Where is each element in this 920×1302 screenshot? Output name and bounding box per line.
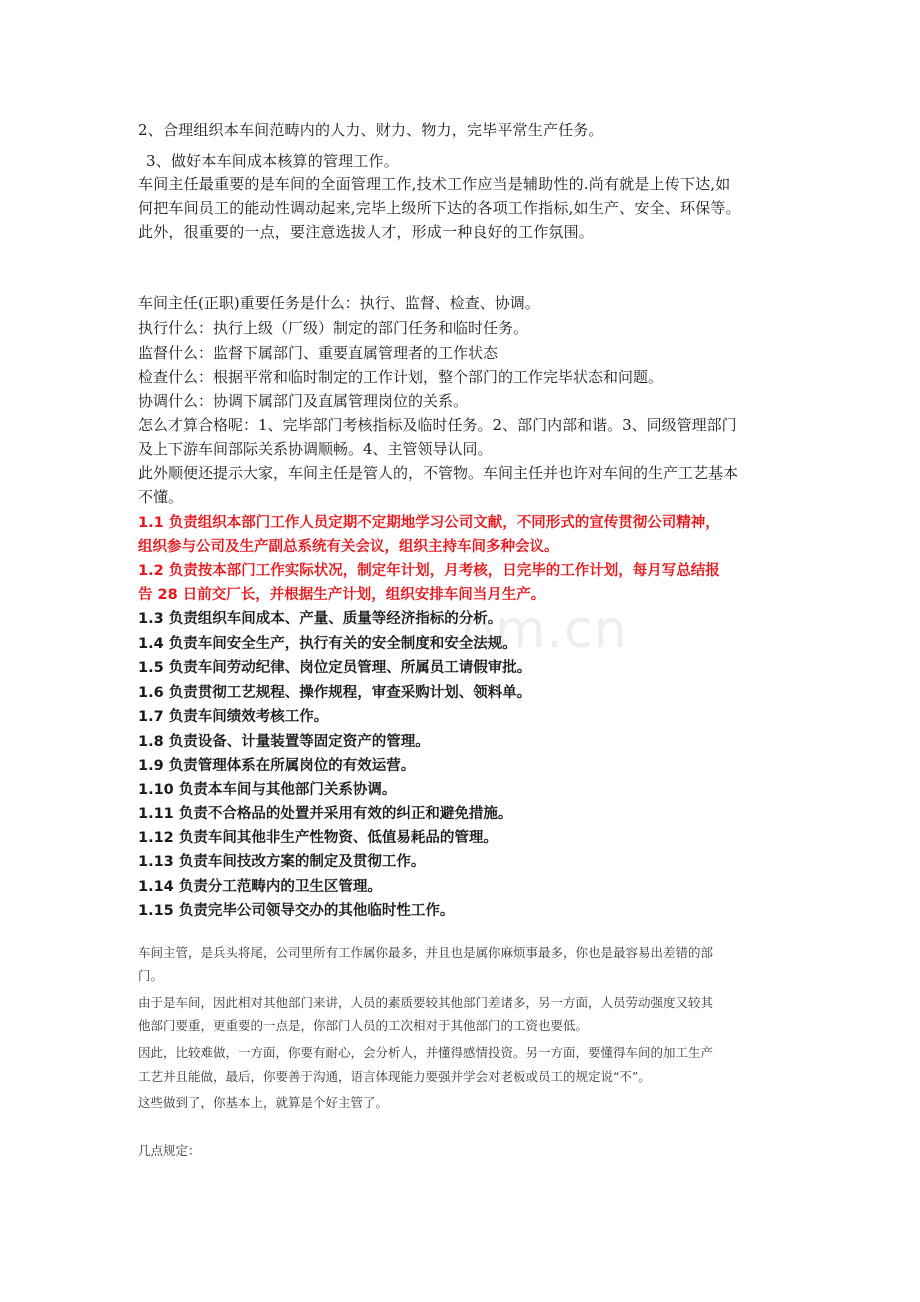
duty-line: 1.12 负责车间其他非生产性物资、低值易耗品的管理。 [138,830,498,846]
task-line: 车间主任(正职)重要任务是什么：执行、监督、检查、协调。 [138,294,540,312]
duty-line: 1.11 负责不合格品的处置并采用有效的纠正和避免措施。 [138,806,513,822]
intro-line: 何把车间员工的能动性调动起来,完毕上级所下达的各项工作指标,如生产、安全、环保等。 [138,199,741,217]
note-line: 工艺并且能做，最后，你要善于沟通，语言体现能力要强并学会对老板或员工的规定说“不”。 [138,1069,651,1084]
task-line: 及上下游车间部际关系协调顺畅。4、主管领导认同。 [138,440,493,458]
duty-line: 1.3 负责组织车间成本、产量、质量等经济指标的分析。 [138,611,503,627]
duty-line-highlight: 1.2 负责按本部门工作实际状况，制定年计划，月考核，日完毕的工作计划，每月写总结报 [138,563,720,579]
intro-line: 车间主任最重要的是车间的全面管理工作,技术工作应当是辅助性的.尚有就是上传下达,如 [138,175,731,193]
note-line: 门。 [138,968,164,983]
task-line: 此外顺便还提示大家，车间主任是管人的，不管物。车间主任并也许对车间的生产工艺基本 [138,464,739,482]
duty-line: 1.15 负责完毕公司领导交办的其他临时性工作。 [138,903,455,919]
note-line: 这些做到了，你基本上，就算是个好主管了。 [138,1095,389,1110]
note-line: 车间主管，是兵头将尾，公司里所有工作属你最多，并且也是属你麻烦事最多，你也是最容易出差错的部 [138,945,714,960]
note-line: 因此，比较难做，一方面，你要有耐心，会分析人，并懂得感情投资。另一方面，要懂得车间的加工生产 [138,1045,714,1060]
duty-line: 1.14 负责分工范畴内的卫生区管理。 [138,879,382,895]
duty-line-highlight: 告 28 日前交厂长，并根据生产计划，组织安排车间当月生产。 [138,587,546,603]
duty-line: 1.5 负责车间劳动纪律、岗位定员管理、所属员工请假审批。 [138,660,532,676]
duty-line-highlight: 1.1 负责组织本部门工作人员定期不定期地学习公司文献，不同形式的宣传贯彻公司精神， [138,515,720,531]
intro-line: 2、合理组织本车间范畴内的人力、财力、物力，完毕平常生产任务。 [138,121,604,139]
duty-line: 1.6 负责贯彻工艺规程、操作规程，审查采购计划、领料单。 [138,685,532,701]
duty-line: 1.13 负责车间技改方案的制定及贯彻工作。 [138,854,426,870]
watermark: om.cn [462,600,628,660]
task-line: 检查什么：根据平常和临时制定的工作计划，整个部门的工作完毕状态和问题。 [138,368,664,386]
task-line: 协调什么：协调下属部门及直属管理岗位的关系。 [138,392,469,410]
task-line: 不懂。 [138,488,184,506]
task-line: 监督什么：监督下属部门、重要直属管理者的工作状态 [138,344,499,362]
note-line: 他部门要重，更重要的一点是，你部门人员的工次相对于其他部门的工资也要低。 [138,1018,589,1033]
intro-line: 3、做好本车间成本核算的管理工作。 [146,152,399,170]
duty-line: 1.4 负责车间安全生产，执行有关的安全制度和安全法规。 [138,636,517,652]
duty-line: 1.9 负责管理体系在所属岗位的有效运营。 [138,758,416,774]
task-line: 怎么才算合格呢：1、完毕部门考核指标及临时任务。2、部门内部和谐。3、同级管理部门 [138,416,737,434]
closing-line: 几点规定： [138,1143,201,1158]
task-line: 执行什么：执行上级（厂级）制定的部门任务和临时任务。 [138,319,529,337]
duty-line: 1.10 负责本车间与其他部门关系协调。 [138,782,397,798]
intro-line: 此外，很重要的一点，要注意选拔人才，形成一种良好的工作氛围。 [138,223,595,241]
duty-line: 1.8 负责设备、计量装置等固定资产的管理。 [138,734,430,750]
duty-line: 1.7 负责车间绩效考核工作。 [138,709,329,725]
duty-line-highlight: 组织参与公司及生产副总系统有关会议，组织主持车间多种会议。 [138,539,559,555]
note-line: 由于是车间，因此相对其他部门来讲，人员的素质要较其他部门差诸多，另一方面，人员劳动强度又较其 [138,995,714,1010]
